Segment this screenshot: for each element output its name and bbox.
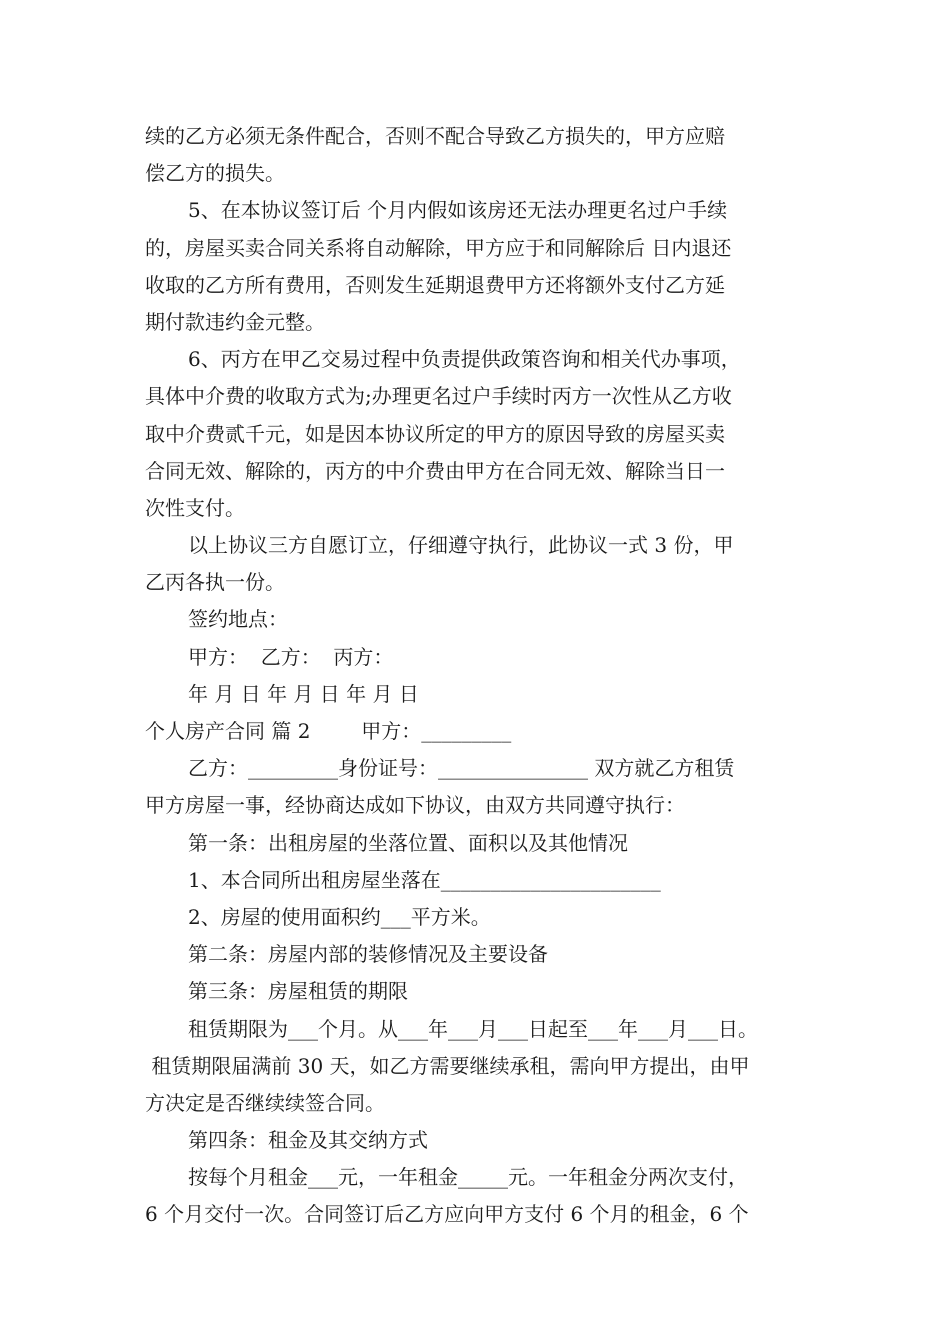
signing-location-line: 签约地点： bbox=[188, 607, 288, 632]
parties-signature-line: 甲方： 乙方： 丙方： bbox=[188, 644, 394, 669]
article-4-heading: 第四条：租金及其交纳方式 bbox=[188, 1128, 428, 1153]
agreement-copies-line: 以上协议三方自愿订立，仔细遵守执行，此协议一式 3 份，甲 bbox=[188, 533, 734, 558]
text-line: 取中介费贰千元，如是因本协议所定的甲方的原因导致的房屋买卖 bbox=[145, 421, 725, 446]
text-line: 期付款违约金元整。 bbox=[145, 309, 325, 334]
contract-2-heading-line: 个人房产合同 篇 2 甲方：_________ bbox=[145, 719, 512, 743]
article-2-heading: 第二条：房屋内部的装修情况及主要设备 bbox=[188, 942, 548, 967]
article-3-heading: 第三条：房屋租赁的期限 bbox=[188, 979, 408, 1004]
text-line: 方决定是否继续续签合同。 bbox=[145, 1090, 385, 1115]
article-1-item-1: 1、本合同所出租房屋坐落在______________________ bbox=[188, 867, 661, 892]
text-line: 6 个月交付一次。合同签订后乙方应向甲方支付 6 个月的租金，6 个 bbox=[145, 1202, 749, 1227]
article-1-item-2: 2、房屋的使用面积约___平方米。 bbox=[188, 904, 491, 929]
clause-6-line: 6、丙方在甲乙交易过程中负责提供政策咨询和相关代办事项， bbox=[188, 347, 741, 372]
document-body bbox=[145, 118, 825, 1234]
lease-term-line: 租赁期限为___个月。从___年___月___日起至___年___月___日。 bbox=[188, 1016, 758, 1041]
text-line: 具体中介费的收取方式为;办理更名过户手续时丙方一次性从乙方收 bbox=[145, 384, 732, 409]
party-b-line: 乙方：_________身份证号：_______________ 双方就乙方租赁 bbox=[188, 756, 735, 781]
text-line: 续的乙方必须无条件配合，否则不配合导致乙方损失的，甲方应赔 bbox=[145, 124, 725, 148]
clause-5-line: 5、在本协议签订后 个月内假如该房还无法办理更名过户手续 bbox=[188, 198, 728, 223]
text-line: 乙丙各执一份。 bbox=[145, 570, 285, 595]
text-line: 甲方房屋一事，经协商达成如下协议，由双方共同遵守执行： bbox=[145, 793, 685, 818]
text-line: 合同无效、解除的，丙方的中介费由甲方在合同无效、解除当日一 bbox=[145, 458, 725, 483]
rent-payment-line: 按每个月租金___元，一年租金_____元。一年租金分两次支付， bbox=[188, 1165, 748, 1190]
article-1-heading: 第一条：出租房屋的坐落位置、面积以及其他情况 bbox=[188, 830, 628, 855]
text-line: 次性支付。 bbox=[145, 495, 245, 520]
text-line: 租赁期限届满前 30 天，如乙方需要继续承租，需向甲方提出，由甲 bbox=[145, 1053, 750, 1078]
text-line: 偿乙方的损失。 bbox=[145, 161, 285, 186]
text-line: 的，房屋买卖合同关系将自动解除，甲方应于和同解除后 日内退还 bbox=[145, 235, 732, 260]
text-line: 收取的乙方所有费用，否则发生延期退费甲方还将额外支付乙方延 bbox=[145, 272, 725, 297]
dates-line: 年 月 日 年 月 日 年 月 日 bbox=[188, 681, 419, 706]
